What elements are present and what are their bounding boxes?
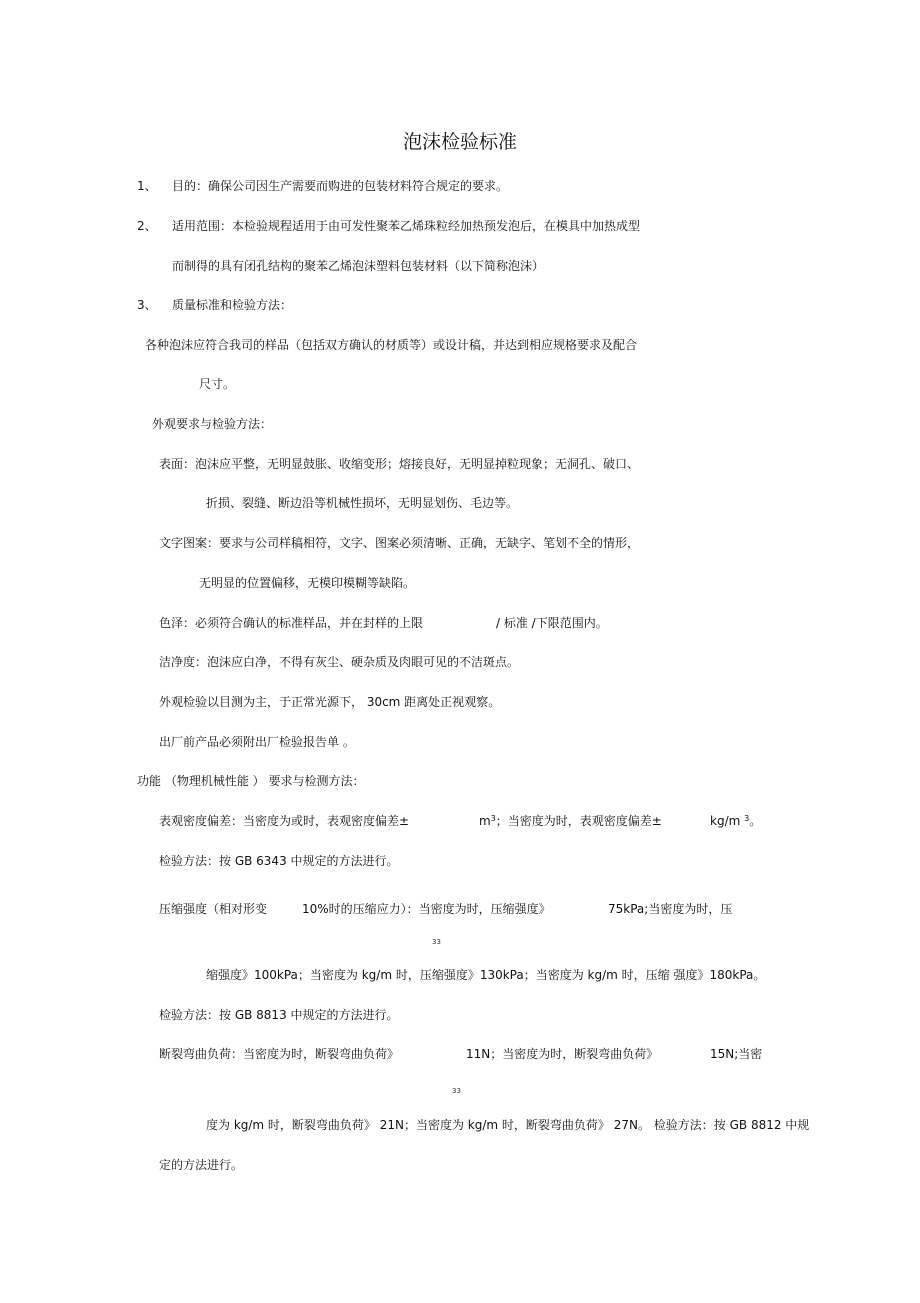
item-2-number: 2、 bbox=[137, 219, 157, 233]
density-part-a: 表观密度偏差：当密度为或时，表观密度偏差± bbox=[159, 814, 410, 828]
inspection-line: 外观检验以目测为主，于正常光源下， 30cm 距离处正视观察。 bbox=[159, 695, 501, 709]
item-2-text: 适用范围：本检验规程适用于由可发性聚苯乙烯珠粒经加热预发泡后，在模具中加热成型 bbox=[172, 219, 641, 233]
surface-line-1: 表面：泡沫应平整，无明显鼓胀、收缩变形；熔接良好，无明显掉粒现象；无洞孔、破口、 bbox=[159, 457, 640, 471]
report-line: 出厂前产品必须附出厂检验报告单 。 bbox=[159, 735, 355, 749]
break-part-b: 11N；当密度为时，断裂弯曲负荷》 bbox=[466, 1047, 659, 1061]
method-line-2: 检验方法：按 GB 8813 中规定的方法进行。 bbox=[159, 1008, 399, 1022]
text-pattern-line-1: 文字图案：要求与公司样稿相符，文字、图案必须清晰、正确，无缺字、笔划不全的情形， bbox=[159, 536, 640, 550]
density-part-b bbox=[479, 813, 662, 829]
text-pattern-line-2: 无明显的位置偏移，无模印模糊等缺陷。 bbox=[199, 576, 416, 590]
break-line-3: 定的方法进行。 bbox=[159, 1158, 244, 1172]
surface-line-2: 折损、裂缝、断边沿等机械性损坏，无明显划伤、毛边等。 bbox=[206, 496, 519, 510]
density-part-d bbox=[710, 813, 761, 829]
item-1-text: 目的：确保公司因生产需要而购进的包装材料符合规定的要求。 bbox=[172, 179, 509, 193]
compression-line-2: 缩强度》100kPa；当密度为 kg/m 时，压缩强度》130kPa；当密度为 kg/m 时，压缩 强度》180kPa。 bbox=[206, 968, 766, 982]
density-unit-sup: 3 bbox=[490, 814, 496, 823]
item-2-continuation: 而制得的具有闭孔结构的聚苯乙烯泡沫塑料包装材料（以下简称泡沫） bbox=[172, 259, 545, 273]
page-title: 泡沫检验标准 bbox=[402, 131, 517, 153]
density-unit-kgm-sup: 3 bbox=[744, 814, 750, 823]
density-part-c: ；当密度为时，表观密度偏差± bbox=[495, 814, 662, 828]
compression-part-c: 75kPa;当密度为时，压 bbox=[608, 902, 733, 916]
compression-part-b: 10%时的压缩应力）：当密度为时，压缩强度》 bbox=[302, 902, 551, 916]
requirement-line-1: 各种泡沫应符合我司的样品（包括双方确认的材质等）或设计稿，并达到相应规格要求及配合 bbox=[145, 338, 638, 352]
superscript-note-1: 33 bbox=[432, 938, 441, 946]
density-period: 。 bbox=[749, 814, 762, 828]
appearance-heading: 外观要求与检验方法： bbox=[152, 417, 273, 431]
function-heading: 功能 （物理机械性能 ） 要求与检测方法： bbox=[137, 774, 365, 788]
superscript-note-2: 33 bbox=[452, 1087, 461, 1095]
item-1-number: 1、 bbox=[137, 179, 157, 193]
requirement-line-2: 尺寸。 bbox=[199, 377, 236, 391]
density-unit-m: m bbox=[479, 814, 491, 828]
break-line-2: 度为 kg/m 时，断裂弯曲负荷》 21N；当密度为 kg/m 时，断裂弯曲负荷》 27N。 检验方法：按 GB 8812 中规 bbox=[206, 1118, 810, 1132]
color-line-part-b: / 标准 /下限范围内。 bbox=[496, 616, 608, 630]
break-part-a: 断裂弯曲负荷：当密度为时，断裂弯曲负荷》 bbox=[159, 1047, 400, 1061]
compression-part-a: 压缩强度（相对形变 bbox=[159, 902, 268, 916]
cleanliness-line: 洁净度：泡沫应白净，不得有灰尘、硬杂质及肉眼可见的不洁斑点。 bbox=[159, 655, 520, 669]
break-part-c: 15N;当密 bbox=[710, 1047, 763, 1061]
item-3-number: 3、 bbox=[137, 298, 157, 312]
method-line-1: 检验方法：按 GB 6343 中规定的方法进行。 bbox=[159, 854, 399, 868]
density-unit-kgm: kg/m bbox=[710, 814, 741, 828]
item-3-text: 质量标准和检验方法： bbox=[172, 298, 293, 312]
color-line-part-a: 色泽：必须符合确认的标准样品，并在封样的上限 bbox=[159, 616, 424, 630]
